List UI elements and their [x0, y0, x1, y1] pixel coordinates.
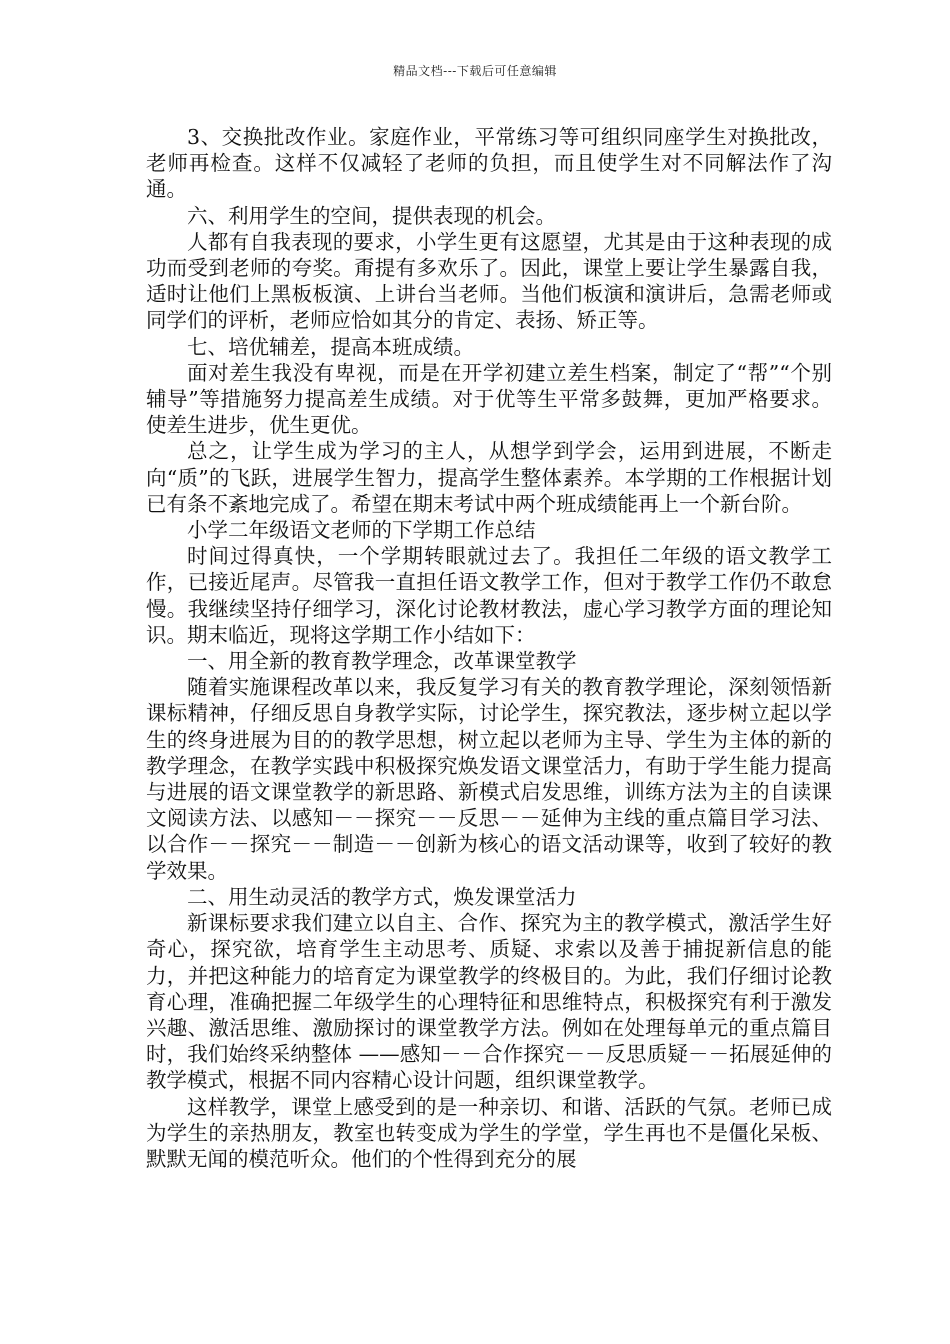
paragraph-time-flies: 时间过得真快，一个学期转眼就过去了。我担任二年级的语文教学工作，已接近尾声。尽管我一直担任语文教学工作，但对于教学工作仍不敢怠慢。我继续坚持仔细学习，深化讨论教材教法，虚心学习教学方面的理论知识。期末临近，现将这学期工作小结如下：: [146, 544, 832, 647]
paragraph-self-expression: 人都有自我表现的要求，小学生更有这愿望，尤其是由于这种表现的成功而受到老师的夸奖。甭提有多欢乐了。因此，课堂上要让学生暴露自我，适时让他们上黑板板演、上讲台当老师。当他们板演和演讲后，急需老师或同学们的评析，老师应恰如其分的肯定、表扬、矫正等。: [146, 229, 832, 333]
heading-seven-cultivate-excellence: 七、培优辅差，提高本班成绩。: [187, 334, 474, 359]
heading-one-new-concepts: 一、用全新的教育教学理念，改革课堂教学: [187, 649, 577, 674]
document-body: [146, 124, 832, 1172]
heading-six-student-space: 六、利用学生的空间，提供表现的机会。: [187, 203, 556, 228]
paragraph-exchange-grading: 3、交换批改作业。家庭作业，平常练习等可组织同座学生对换批改，老师再检查。这样不仅减轻了老师的负担，而且使学生对不同解法作了沟通。: [146, 125, 832, 202]
paragraph-weak-students: 面对差生我没有卑视，而是在开学初建立差生档案，制定了“帮”“个别辅导”等措施努力提高差生成绩。对于优等生平常多鼓舞，更加严格要求。使差生进步，优生更优。: [146, 360, 832, 438]
paragraph-conclusion: 总之，让学生成为学习的主人，从想学到学会，运用到进展，不断走向“质”的飞跃，进展学生智力，提高学生整体素养。本学期的工作根据计划已有条不紊地完成了。希望在期末考试中两个班成绩能再上一个新台阶。: [146, 439, 832, 516]
section-title-grade-two-summary: 小学二年级语文老师的下学期工作总结: [187, 518, 536, 543]
page-header: 精品文档---下载后可任意编辑: [393, 64, 557, 78]
paragraph-new-standards: 新课标要求我们建立以自主、合作、探究为主的教学模式，激活学生好奇心，探究欲，培育学生主动思考、质疑、求索以及善于捕捉新信息的能力，并把这种能力的培育定为课堂教学的终极目的。为此，我们仔细讨论教育心理，准确把握二年级学生的心理特征和思维特点，积极探究有利于激发兴趣、激活思维、激励探讨的课堂教学方法。例如在处理每单元的重点篇目时，我们始终采纳整体 ——感知－－合作探究－－反思质疑－－拓展延伸的教学模式，根据不同内容精心设计问题，组织课堂教学。: [146, 911, 832, 1093]
heading-two-teaching-methods: 二、用生动灵活的教学方式，焕发课堂活力: [187, 884, 577, 909]
paragraph-curriculum-reform: 随着实施课程改革以来，我反复学习有关的教育教学理论，深刻领悟新课标精神，仔细反思自身教学实际，讨论学生，探究教法，逐步树立起以学生的终身进展为目的的教学思想，树立起以老师为主导、学生为主体的新的教学理念，在教学实践中积极探究焕发语文课堂活力，有助于学生能力提高与进展的语文课堂教学的新思路、新模式启发思维，训练方法为主的自读课文阅读方法、以感知－－探究－－反思－－延伸为主线的重点篇目学习法、以合作－－探究－－制造－－创新为核心的语文活动课等，收到了较好的教学效果。: [146, 675, 832, 883]
paragraph-classroom-atmosphere: 这样教学，课堂上感受到的是一种亲切、和谐、活跃的气氛。老师已成为学生的亲热朋友，教室也转变成为学生的学堂，学生再也不是僵化呆板、默默无闻的模范听众。他们的个性得到充分的展: [146, 1094, 832, 1171]
